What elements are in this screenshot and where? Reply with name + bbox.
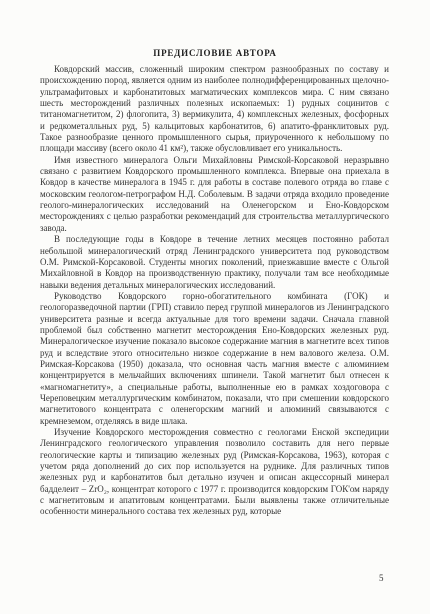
- paragraph-4: Руководство Ковдорского горно-обогатительного комбината (ГОК) и геологоразведочной партии (ГРП) ставило перед группой минералогов из Ленинградского университета разные и всегда актуальные для того времени задачи. Сначала главной проблемой был собственно магнетит месторождения Ено-Ковдорских железных руд. Минералогическое изучение показало высокое содержание магния в магнетите всех типов руд и вследствие этого относительно низкое содержание в нем валового железа. О.М. Римская-Корсакова (1950) доказала, что основная часть магния вместе с алюминием концентрируется в мельчайших включениях шпинели. Такой магнетит был отнесен к «магномагнетиту», а специальные работы, выполненные ею в рамках хоздоговора с Череповецким металлургическим комбинатом, показали, что при смешении ковдорского магнетитового концентрата с оленегорским магний и алюминий связываются с кремнеземом, отделяясь в виде шлака.: [40, 290, 389, 426]
- paragraph-1: Ковдорский массив, сложенный широким спектром разнообразных по составу и происхождению пород, является одним из наиболее полнодифференцированных щелочно-ультрамафитовых и карбонатитовых магматических комплексов мира. С ним связано шесть месторождений различных полезных ископаемых: 1) рудных социнитов с титаномагнетитом, 2) флогопита, 3) вермикулита, 4) комплексных железных, фосфорных и редкометалльных руд, 5) кальцитовых карбонатитов, 6) апатито-франклитовых руд. Такое разнообразие ценного промышленного сырья, приуроченного к небольшому по площади массиву (всего около 41 км²), также обусловливает его уникальность.: [40, 64, 389, 154]
- page-number: 5: [379, 573, 384, 583]
- paragraph-3: В последующие годы в Ковдоре в течение летних месяцев постоянно работал небольшой минералогический отряд Ленинградского университета под руководством О.М. Римской-Корсаковой. Студенты многих поколений, приезжавшие вместе с Ольгой Михайловной в Ковдор на производственную практику, получали там все необходимые навыки ведения детальных минералогических исследований.: [40, 234, 389, 290]
- section-title: ПРЕДИСЛОВИЕ АВТОРА: [153, 48, 277, 58]
- paragraph-2: Имя известного минералога Ольги Михайловны Римской-Корсаковой неразрывно связано с развитием Ковдорского промышленного комплекса. Впервые она приехала в Ковдор в качестве минералога в 1945 г. для работы в составе полевого отряда во главе с московским геологом-петрографом Н.Д. Соболевым. В задачи отряда входило проведение геолого-минералогических исследований на Оленегорском и Ено-Ковдорском месторождениях с целью разработки рекомендаций для строительства металлургического завода.: [40, 154, 389, 233]
- body-text: [40, 64, 389, 518]
- paragraph-5: Изучение Ковдорского месторождения совместно с геологами Енской экспедиции Ленинградского геологического управления позволило составить для него первые геологические карты и типизацию железных руд (Римская-Корсакова, 1963), которая с учетом ряда дополнений до сих пор используется на руднике. Для различных типов железных руд и карбонатитов был детально изучен и описан акцессорный минерал бадделеит – ZrO₂, концентрат которого с 1977 г. производится ковдорским ГОК'ом наряду с магнетитовым и апатитовым концентратами. Были выявлены также отличительные особенности минерального состава тех железных руд, которые: [40, 427, 389, 517]
